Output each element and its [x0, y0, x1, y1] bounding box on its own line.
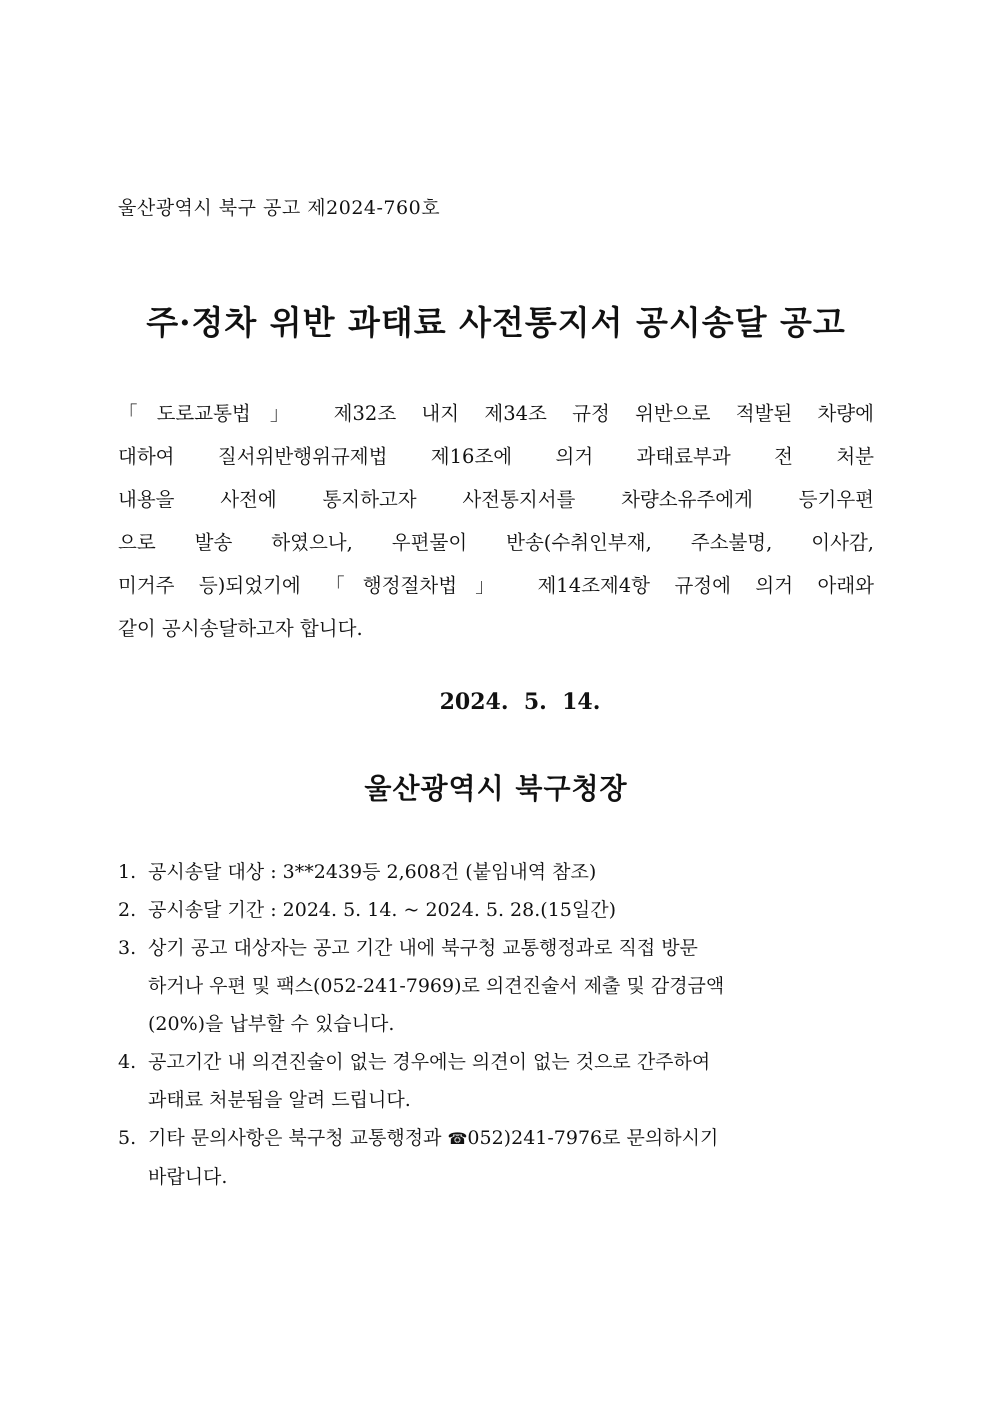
list-item — [118, 1043, 878, 1119]
phone-icon: ☎ — [447, 1129, 468, 1148]
item-text: 바랍니다. — [148, 1166, 228, 1188]
notice-items-list — [118, 853, 878, 1196]
item-number: 4. — [118, 1051, 137, 1073]
item-text: 공고기간 내 의견진술이 없는 경우에는 의견이 없는 것으로 간주하여 — [148, 1051, 711, 1073]
list-item — [118, 1119, 878, 1196]
document-title: 주·정차 위반 과태료 사전통지서 공시송달 공고 — [146, 303, 846, 342]
issuer-name: 울산광역시 북구청장 — [364, 772, 628, 805]
item-number: 5. — [118, 1127, 137, 1149]
body-line: 대하여 질서위반행위규제법 제16조에 의거 과태료부과 전 처분 — [118, 445, 874, 468]
body-line: 으로 발송 하였으나, 우편물이 반송(수취인부재, 주소불명, 이사감, — [118, 531, 874, 554]
item-number: 1. — [118, 861, 137, 883]
item-text: 상기 공고 대상자는 공고 기간 내에 북구청 교통행정과로 직접 방문 — [148, 937, 698, 959]
item-number: 2. — [118, 899, 137, 921]
item-text-before-phone: 기타 문의사항은 북구청 교통행정과 — [148, 1127, 448, 1149]
item-text: 하거나 우편 및 팩스(052-241-7969)로 의견진술서 제출 및 감경금액 — [148, 975, 725, 997]
item-text-after-phone: 052)241-7976로 문의하시기 — [467, 1127, 719, 1149]
notice-number: 울산광역시 북구 공고 제2024-760호 — [118, 197, 441, 219]
list-item — [118, 891, 878, 929]
body-line: 내용을 사전에 통지하고자 사전통지서를 차량소유주에게 등기우편 — [118, 488, 874, 511]
list-item — [118, 853, 878, 891]
document-date: 2024. 5. 14. — [439, 689, 601, 715]
item-text: (20%)을 납부할 수 있습니다. — [148, 1013, 395, 1035]
body-line: 「도로교통법」 제32조 내지 제34조 규정 위반으로 적발된 차량에 — [118, 402, 874, 425]
item-text: 공시송달 대상 : 3**2439등 2,608건 (붙임내역 참조) — [148, 861, 597, 883]
item-text — [148, 1119, 878, 1158]
body-paragraph — [118, 392, 878, 650]
body-line: 같이 공시송달하고자 합니다. — [118, 617, 363, 640]
body-line: 미거주 등)되었기에 「행정절차법」 제14조제4항 규정에 의거 아래와 — [118, 574, 874, 597]
item-text: 공시송달 기간 : 2024. 5. 14. ~ 2024. 5. 28.(15일간) — [148, 899, 616, 921]
item-text: 과태료 처분됨을 알려 드립니다. — [148, 1089, 411, 1111]
list-item — [118, 929, 878, 1043]
item-number: 3. — [118, 937, 137, 959]
